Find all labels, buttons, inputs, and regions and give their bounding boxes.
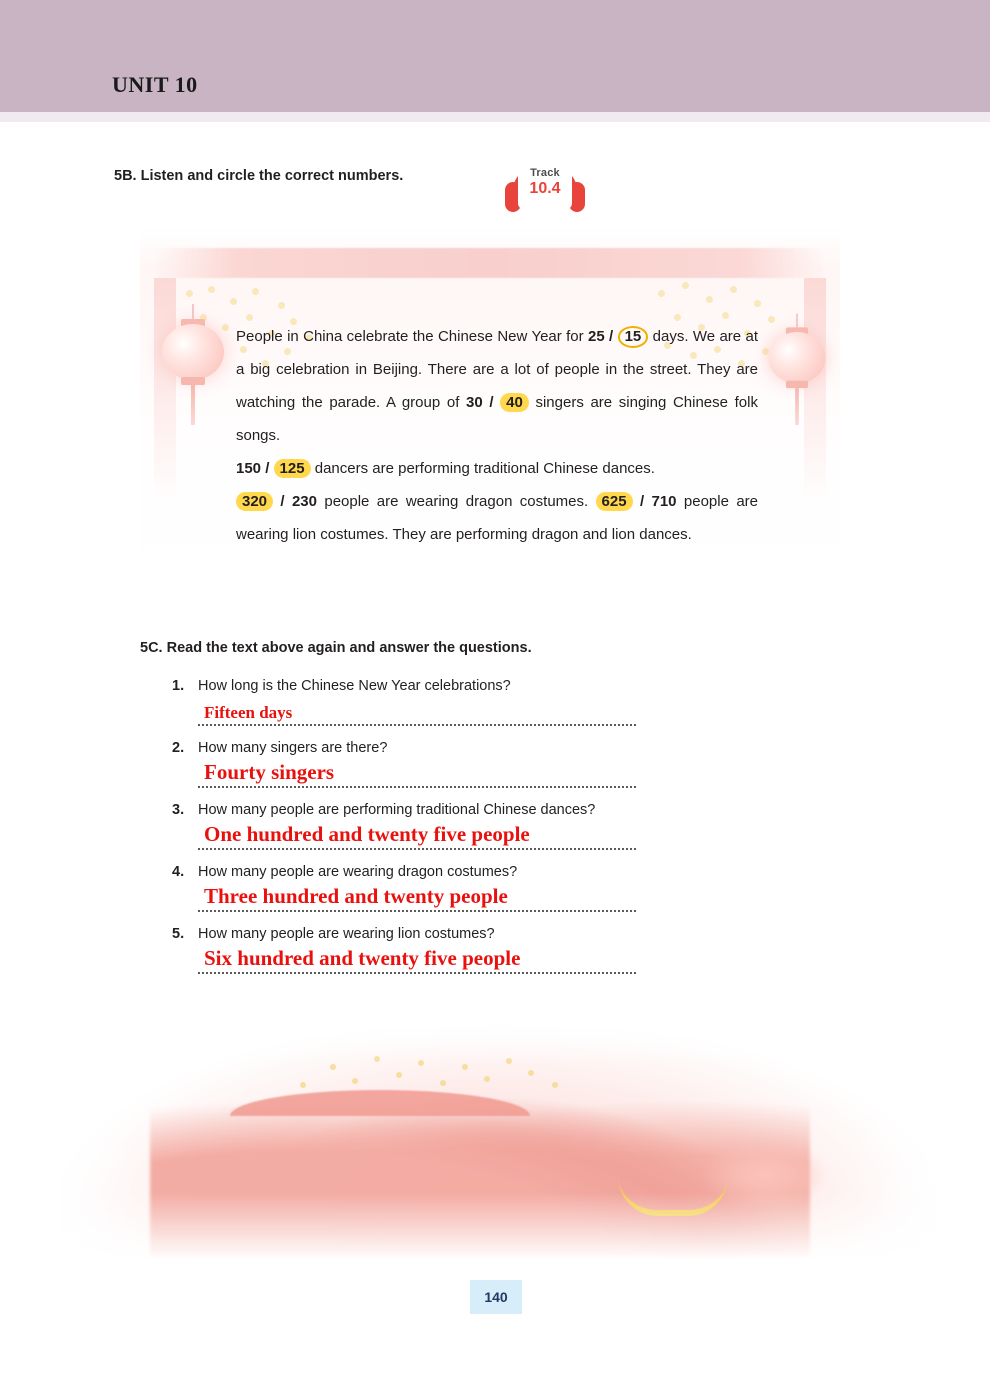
festival-illustration <box>0 1020 990 1260</box>
reading-text <box>236 320 758 551</box>
reading-line5-mid: people are wearing dragon costumes. <box>316 493 596 510</box>
question-number: 2. <box>172 740 185 756</box>
question-number: 4. <box>172 864 185 880</box>
list-item <box>172 864 812 912</box>
panel-right-decoration <box>804 278 826 528</box>
reading-line2: days. We are at a big celebration in Beijing. There are a lot of people in the street. They are watching the parade. A group of <box>236 328 758 411</box>
slash-5: / <box>632 493 652 510</box>
number-option-230[interactable]: 230 <box>291 493 317 510</box>
list-item <box>172 740 812 788</box>
number-option-125-highlighted[interactable]: 125 <box>274 459 311 478</box>
answer-text: Six hundred and twenty five people <box>204 946 521 970</box>
number-option-40-highlighted[interactable]: 40 <box>500 393 529 412</box>
exercise-5b-heading: 5B. Listen and circle the correct numbers. <box>114 168 404 184</box>
slash-3: / <box>261 460 274 477</box>
question-text: How many singers are there? <box>198 740 388 756</box>
slash-2: / <box>482 394 501 411</box>
question-list <box>172 678 812 988</box>
number-option-15-circled[interactable]: 15 <box>618 326 649 348</box>
question-text: How long is the Chinese New Year celebrations? <box>198 678 511 694</box>
list-item <box>172 802 812 850</box>
answer-text: Fifteen days <box>204 703 293 722</box>
question-text: How many people are performing traditional Chinese dances? <box>198 802 596 818</box>
answer-text: One hundred and twenty five people <box>204 822 530 846</box>
question-text: How many people are wearing dragon costumes? <box>198 864 518 880</box>
panel-left-decoration <box>154 278 176 528</box>
number-option-30[interactable]: 30 <box>466 394 483 411</box>
number-option-625-highlighted[interactable]: 625 <box>596 492 633 511</box>
number-option-150[interactable]: 150 <box>236 460 262 477</box>
slash-4: / <box>273 493 292 510</box>
reading-line4-tail: dancers are performing traditional Chinese dances. <box>310 460 655 477</box>
answer-field[interactable] <box>198 880 636 912</box>
reading-line6: people are wearing lion costumes. They are performing dragon and lion dances. <box>236 493 758 543</box>
header-band-accent <box>0 112 990 122</box>
answer-field[interactable] <box>198 942 636 974</box>
reading-line3-tail: singers are singing Chinese folk songs. <box>236 394 758 444</box>
question-number: 5. <box>172 926 185 942</box>
page-number: 140 <box>470 1280 522 1314</box>
answer-field[interactable] <box>198 694 636 726</box>
number-option-710[interactable]: 710 <box>651 493 677 510</box>
track-number: 10.4 <box>529 180 561 197</box>
audio-track-badge[interactable] <box>504 158 586 216</box>
panel-top-decoration <box>154 248 826 278</box>
track-plate <box>518 160 572 210</box>
question-number: 1. <box>172 678 185 694</box>
number-option-320-highlighted[interactable]: 320 <box>236 492 273 511</box>
track-label: Track <box>530 167 560 179</box>
reading-panel <box>140 228 840 580</box>
reading-line1-a: People in China celebrate the Chinese New Year for <box>236 328 588 345</box>
slash-1: / <box>604 328 618 345</box>
list-item <box>172 678 812 726</box>
exercise-5c-heading: 5C. Read the text above again and answer the questions. <box>140 640 532 656</box>
number-option-25[interactable]: 25 <box>587 328 605 345</box>
answer-text: Three hundred and twenty people <box>204 884 508 908</box>
page-title: UNIT 10 <box>112 72 198 97</box>
question-number: 3. <box>172 802 185 818</box>
list-item <box>172 926 812 974</box>
answer-field[interactable] <box>198 756 636 788</box>
answer-field[interactable] <box>198 818 636 850</box>
answer-text: Fourty singers <box>204 760 335 784</box>
illustration-fade-mask <box>0 1020 990 1260</box>
question-text: How many people are wearing lion costumes? <box>198 926 495 942</box>
